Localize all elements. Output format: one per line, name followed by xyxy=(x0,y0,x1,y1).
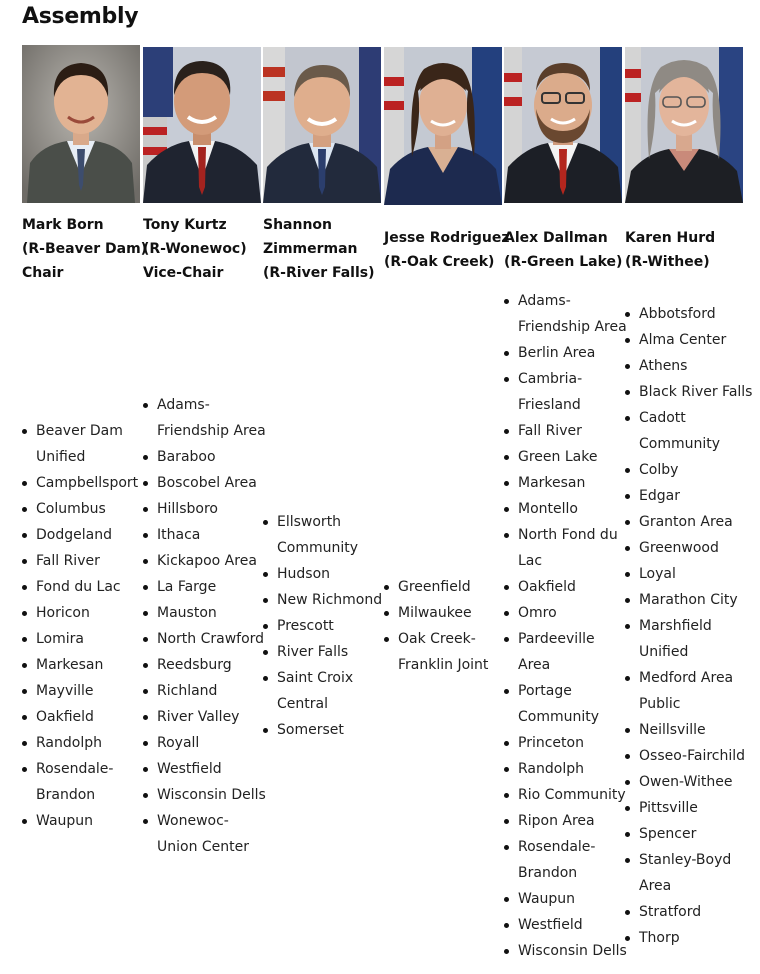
district-text: Pardeeville xyxy=(518,631,595,647)
list-item xyxy=(157,808,275,860)
district-text: Abbotsford xyxy=(639,306,716,322)
district-text: Oak Creek- xyxy=(398,631,476,647)
page-title: Assembly xyxy=(22,4,139,29)
list-item xyxy=(518,340,636,366)
district-text: Royall xyxy=(157,735,200,751)
member-column-born xyxy=(22,0,148,974)
district-text: Stanley-Boyd xyxy=(639,852,732,868)
list-item xyxy=(518,886,636,912)
list-item xyxy=(639,769,757,795)
district-text: Wonewoc- xyxy=(157,813,229,829)
district-text: Hillsboro xyxy=(157,501,218,517)
list-item xyxy=(518,938,636,964)
portrait-photo xyxy=(22,45,140,203)
list-item xyxy=(157,600,275,626)
district-text: Ripon Area xyxy=(518,813,595,829)
district-text: Dodgeland xyxy=(36,527,112,543)
list-item xyxy=(36,470,154,496)
district-text: Oakfield xyxy=(36,709,94,725)
list-item xyxy=(36,626,154,652)
portrait-photo xyxy=(143,47,261,205)
list-item xyxy=(36,678,154,704)
list-item xyxy=(157,548,275,574)
district-text: Adams- xyxy=(518,293,571,309)
district-text: Cambria- xyxy=(518,371,583,387)
district-text: Mauston xyxy=(157,605,217,621)
district-text: Stratford xyxy=(639,904,702,920)
district-text: Fall River xyxy=(518,423,582,439)
district-text: Westfield xyxy=(157,761,222,777)
list-item xyxy=(639,509,757,535)
district-text: Athens xyxy=(639,358,688,374)
list-item xyxy=(398,626,516,678)
district-text: Fall River xyxy=(36,553,100,569)
district-text: Prescott xyxy=(277,618,334,634)
list-item xyxy=(36,522,154,548)
list-item xyxy=(36,600,154,626)
district-text: Westfield xyxy=(518,917,583,933)
list-item xyxy=(277,561,395,587)
member-column-rodriguez xyxy=(384,0,510,974)
district-text: Montello xyxy=(518,501,578,517)
list-item xyxy=(157,496,275,522)
district-text: Ithaca xyxy=(157,527,201,543)
district-text: Rosendale- xyxy=(36,761,114,777)
member-name-line: (R-Green Lake) xyxy=(504,254,623,270)
member-name xyxy=(625,226,753,274)
list-item xyxy=(518,912,636,938)
list-item xyxy=(157,704,275,730)
district-text: Franklin Joint xyxy=(398,657,489,673)
list-item xyxy=(639,561,757,587)
district-text: Randolph xyxy=(36,735,102,751)
district-text: Richland xyxy=(157,683,218,699)
district-text: Edgar xyxy=(639,488,680,504)
member-name xyxy=(263,213,391,285)
list-item xyxy=(36,730,154,756)
district-text: Somerset xyxy=(277,722,344,738)
member-name xyxy=(384,226,512,274)
list-item xyxy=(518,782,636,808)
district-text: Pittsville xyxy=(639,800,698,816)
list-item xyxy=(36,756,154,808)
district-text: Black River Falls xyxy=(639,384,753,400)
member-name-line: Karen Hurd xyxy=(625,230,716,246)
district-text: Baraboo xyxy=(157,449,216,465)
district-text: Owen-Withee xyxy=(639,774,733,790)
member-name-line: Chair xyxy=(22,265,64,281)
member-name-line: Shannon xyxy=(263,217,333,233)
district-text: Granton Area xyxy=(639,514,733,530)
district-text: Friendship Area xyxy=(518,319,627,335)
district-text: Campbellsport xyxy=(36,475,139,491)
list-item xyxy=(639,847,757,899)
member-name-line: Vice-Chair xyxy=(143,265,224,281)
member-name-line: (R-Beaver Dam) xyxy=(22,241,148,257)
list-item xyxy=(639,795,757,821)
list-item xyxy=(36,652,154,678)
list-item xyxy=(518,522,636,574)
district-text: North Fond du xyxy=(518,527,618,543)
district-text: La Farge xyxy=(157,579,217,595)
district-list xyxy=(625,301,757,951)
list-item xyxy=(157,470,275,496)
district-text: Community xyxy=(518,709,600,725)
list-item xyxy=(277,509,395,561)
list-item xyxy=(518,288,636,340)
district-text: Thorp xyxy=(639,930,680,946)
district-text: Markesan xyxy=(518,475,586,491)
list-item xyxy=(398,600,516,626)
member-name-line: (R-River Falls) xyxy=(263,265,375,281)
district-text: North Crawford xyxy=(157,631,265,647)
list-item xyxy=(518,730,636,756)
member-name xyxy=(504,226,632,274)
list-item xyxy=(277,717,395,743)
district-text: Boscobel Area xyxy=(157,475,257,491)
district-text: Friesland xyxy=(518,397,581,413)
member-name-line: Jesse Rodriguez xyxy=(384,230,510,246)
list-item xyxy=(277,639,395,665)
list-item xyxy=(518,418,636,444)
list-item xyxy=(639,743,757,769)
district-text: Marshfield xyxy=(639,618,712,634)
district-text: Berlin Area xyxy=(518,345,596,361)
list-item xyxy=(639,535,757,561)
list-item xyxy=(639,327,757,353)
district-text: Friendship Area xyxy=(157,423,266,439)
member-name-line: Tony Kurtz xyxy=(143,217,227,233)
district-list xyxy=(384,574,516,678)
member-name-line: (R-Withee) xyxy=(625,254,710,270)
list-item xyxy=(36,704,154,730)
list-item xyxy=(518,834,636,886)
district-text: Hudson xyxy=(277,566,331,582)
district-text: Cadott xyxy=(639,410,686,426)
district-text: Beaver Dam xyxy=(36,423,123,439)
list-item xyxy=(639,717,757,743)
portrait-photo xyxy=(504,47,622,205)
list-item xyxy=(518,756,636,782)
district-text: Omro xyxy=(518,605,557,621)
district-text: Milwaukee xyxy=(398,605,472,621)
district-text: Alma Center xyxy=(639,332,727,348)
district-text: Colby xyxy=(639,462,679,478)
list-item xyxy=(518,366,636,418)
list-item xyxy=(157,574,275,600)
member-name-line: (R-Wonewoc) xyxy=(143,241,247,257)
portrait-photo xyxy=(384,47,502,205)
list-item xyxy=(277,613,395,639)
district-list xyxy=(263,509,395,743)
district-list xyxy=(22,418,154,834)
list-item xyxy=(157,782,275,808)
list-item xyxy=(518,678,636,730)
list-item xyxy=(518,808,636,834)
district-text: Greenwood xyxy=(639,540,719,556)
district-text: New Richmond xyxy=(277,592,383,608)
list-item xyxy=(518,470,636,496)
list-item xyxy=(518,496,636,522)
district-text: Marathon City xyxy=(639,592,738,608)
list-item xyxy=(639,821,757,847)
list-item xyxy=(639,379,757,405)
district-text: Osseo-Fairchild xyxy=(639,748,746,764)
district-text: Fond du Lac xyxy=(36,579,121,595)
district-text: Greenfield xyxy=(398,579,471,595)
district-text: Unified xyxy=(36,449,86,465)
member-name-line: Alex Dallman xyxy=(504,230,608,246)
list-item xyxy=(277,665,395,717)
district-text: Medford Area xyxy=(639,670,734,686)
district-text: Spencer xyxy=(639,826,697,842)
list-item xyxy=(639,665,757,717)
district-text: Reedsburg xyxy=(157,657,232,673)
district-text: Green Lake xyxy=(518,449,598,465)
district-text: Area xyxy=(518,657,551,673)
district-text: Unified xyxy=(639,644,689,660)
district-text: Randolph xyxy=(518,761,584,777)
district-text: Community xyxy=(639,436,721,452)
list-item xyxy=(36,808,154,834)
list-item xyxy=(639,405,757,457)
district-text: Kickapoo Area xyxy=(157,553,257,569)
portrait-photo xyxy=(263,47,381,205)
list-item xyxy=(36,418,154,470)
list-item xyxy=(518,444,636,470)
list-item xyxy=(639,613,757,665)
member-column-zimmerman xyxy=(263,0,389,974)
district-text: Horicon xyxy=(36,605,90,621)
member-name xyxy=(143,213,271,285)
list-item xyxy=(277,587,395,613)
district-text: Rosendale- xyxy=(518,839,596,855)
member-name-line: Mark Born xyxy=(22,217,104,233)
district-text: Waupun xyxy=(518,891,576,907)
district-text: Ellsworth xyxy=(277,514,342,530)
list-item xyxy=(518,600,636,626)
list-item xyxy=(639,925,757,951)
list-item xyxy=(157,652,275,678)
list-item xyxy=(157,444,275,470)
district-text: Rio Community xyxy=(518,787,626,803)
member-column-kurtz xyxy=(143,0,269,974)
district-text: Public xyxy=(639,696,681,712)
list-item xyxy=(639,457,757,483)
member-column-dallman xyxy=(504,0,630,974)
district-text: Lac xyxy=(518,553,543,569)
list-item xyxy=(157,522,275,548)
district-text: Wisconsin Dells xyxy=(518,943,627,959)
district-text: Loyal xyxy=(639,566,676,582)
list-item xyxy=(518,626,636,678)
list-item xyxy=(36,574,154,600)
list-item xyxy=(398,574,516,600)
list-item xyxy=(639,301,757,327)
member-column-hurd xyxy=(625,0,751,974)
district-list xyxy=(143,392,275,860)
list-item xyxy=(518,574,636,600)
list-item xyxy=(157,392,275,444)
district-text: Markesan xyxy=(36,657,104,673)
district-text: Oakfield xyxy=(518,579,576,595)
list-item xyxy=(157,756,275,782)
list-item xyxy=(157,678,275,704)
district-text: Saint Croix xyxy=(277,670,354,686)
district-text: Waupun xyxy=(36,813,94,829)
list-item xyxy=(639,353,757,379)
district-text: Central xyxy=(277,696,328,712)
portrait-photo xyxy=(625,47,743,205)
district-text: Neillsville xyxy=(639,722,706,738)
district-text: Wisconsin Dells xyxy=(157,787,266,803)
district-list xyxy=(504,288,636,964)
district-text: Lomira xyxy=(36,631,84,647)
list-item xyxy=(639,587,757,613)
member-name-line: Zimmerman xyxy=(263,241,358,257)
member-name-line: (R-Oak Creek) xyxy=(384,254,495,270)
district-text: Union Center xyxy=(157,839,250,855)
district-text: Portage xyxy=(518,683,572,699)
list-item xyxy=(639,483,757,509)
district-text: Princeton xyxy=(518,735,584,751)
list-item xyxy=(36,548,154,574)
district-text: Columbus xyxy=(36,501,106,517)
district-text: Area xyxy=(639,878,672,894)
member-name xyxy=(22,213,150,285)
district-text: River Falls xyxy=(277,644,349,660)
list-item xyxy=(157,626,275,652)
district-text: Community xyxy=(277,540,359,556)
district-text: Mayville xyxy=(36,683,94,699)
district-text: Brandon xyxy=(36,787,96,803)
list-item xyxy=(36,496,154,522)
district-text: Brandon xyxy=(518,865,578,881)
district-text: Adams- xyxy=(157,397,210,413)
district-text: River Valley xyxy=(157,709,240,725)
list-item xyxy=(157,730,275,756)
list-item xyxy=(639,899,757,925)
